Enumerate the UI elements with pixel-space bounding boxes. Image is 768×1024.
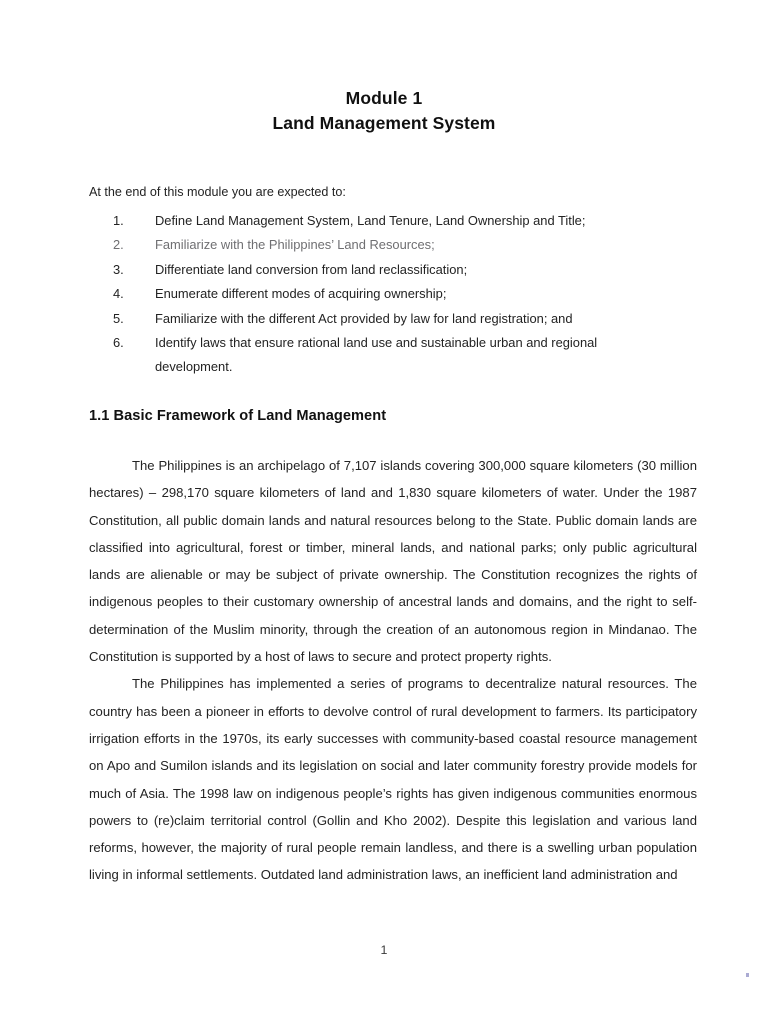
page-number: 1 — [380, 943, 388, 957]
list-item-text: Define Land Management System, Land Tenure, Land Ownership and Title; — [155, 213, 586, 228]
learning-objectives-block — [89, 183, 699, 380]
list-item — [89, 331, 699, 380]
title-line-subject: Land Management System — [272, 113, 496, 133]
paragraph: The Philippines is an archipelago of 7,107 islands covering 300,000 square kilometers (30 million hectares) – 298,170 square kilometers of land and 1,830 square kilometers of water. Under the 1987 Constitution, all public domain lands and natural resources belong to the State. Public domain lands are classified into agricultural, forest or timber, mineral lands, and national parks; only public agricultural lands are alienable or may be subject of private ownership. The Constitution recognizes the rights of indigenous peoples to their customary ownership of ancestral lands and domains, and the right to self-determination of the Muslim minority, through the creation of an autonomous region in Mindanao. The Constitution is supported by a host of laws to secure and protect property rights. — [89, 458, 697, 665]
objectives-list — [89, 209, 699, 380]
list-item-text: Familiarize with the different Act provided by law for land registration; and — [155, 310, 573, 326]
list-item-text: Enumerate different modes of acquiring ownership; — [155, 286, 447, 302]
objectives-intro-text: At the end of this module you are expected to: — [89, 185, 346, 199]
list-item-number: 4. — [113, 286, 124, 302]
list-item-text: Familiarize with the Philippines’ Land Resources; — [155, 237, 435, 253]
paragraph: The Philippines has implemented a series of programs to decentralize natural resources. The country has been a pioneer in efforts to devolve control of rural development to farmers. Its participatory irrigation efforts in the 1970s, its early successes with community-based coastal resource management on Apo and Sumilon islands and its legislation on social and later community forestry provide models for much of Asia. The 1998 law on indigenous people’s rights has given indigenous communities enormous powers to (re)claim territorial control (Gollin and Kho 2002). Despite this legislation and various land reforms, however, the majority of rural people remain landless, and there is a swelling urban population living in informal settlements. Outdated land administration laws, an inefficient land administration and — [89, 676, 697, 883]
title-line-module: Module 1 — [345, 88, 423, 108]
section-heading: 1.1 Basic Framework of Land Management — [89, 408, 387, 424]
list-item-number: 2. — [113, 237, 124, 253]
list-item-text: Differentiate land conversion from land reclassification; — [155, 261, 468, 277]
list-item-number: 3. — [113, 261, 124, 277]
list-item — [89, 233, 699, 257]
document-title — [0, 86, 768, 136]
list-item — [89, 282, 699, 306]
list-item-number: 6. — [113, 335, 124, 351]
list-item — [89, 209, 699, 233]
list-item-text: Identify laws that ensure rational land use and sustainable urban and regional development. — [155, 335, 598, 375]
body-content — [89, 452, 697, 889]
list-item — [89, 258, 699, 282]
list-item-number: 1. — [113, 213, 124, 228]
list-item — [89, 307, 699, 331]
list-item-number: 5. — [113, 310, 124, 326]
scan-artifact-speck — [746, 973, 749, 977]
